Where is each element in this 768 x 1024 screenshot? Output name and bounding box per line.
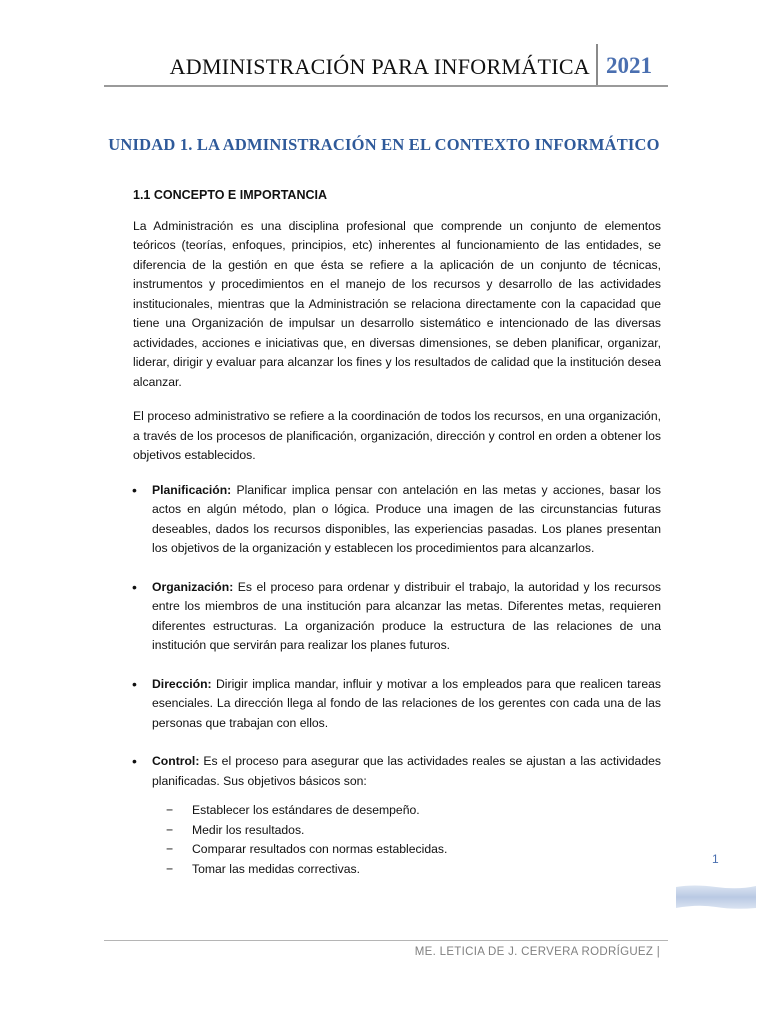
term-label: Planificación: [152,482,232,497]
dash-icon: − [166,842,174,856]
page-header [0,44,768,88]
term-label: Control: [152,754,200,768]
objective-text: Comparar resultados con normas establecidas. [192,842,448,856]
footer-rule [104,940,668,941]
section-heading: 1.1 CONCEPTO E IMPORTANCIA [133,188,328,202]
term-description: Dirigir implica mandar, influir y motivar a los empleados para que realicen tareas esenciales. La dirección llega al fondo de las relaciones de los gerentes con cada una de las personas que trabajan con ellos. [152,676,661,730]
list-item-control [133,752,661,879]
objective-text: Medir los resultados. [192,822,305,837]
paragraph: La Administración es una disciplina profesional que comprende un conjunto de elementos teóricos (teorías, enfoques, principios, etc) inherentes al funcionamiento de las entidades, se diferencia de la gestión en que ésta se refiere a la aplicación de un conjunto de técnicas, instrumentos y procedimientos en el manejo de los recursos y desarrollo de las actividades institucionales, mientras que la Administración se relaciona directamente con la capacidad que tiene una Organización de impulsar un desarrollo sistemático e intencionado de las diversas actividades, acciones e iniciativas que, en diversas dimensiones, se deben planificar, organizar, liderar, dirigir y evaluar para alcanzar los fines y los resultados de calidad que la institución desea alcanzar. [133,218,661,389]
bullet-icon: • [132,481,137,498]
header-rule [104,85,668,87]
page-tab-decoration [674,884,758,910]
paragraph: El proceso administrativo se refiere a la coordinación de todos los recursos, en una organización, a través de los procesos de planificación, organización, dirección y control en orden a obtener los objetivos establecidos. [133,409,661,462]
dash-icon: − [166,803,174,817]
unit-title: UNIDAD 1. LA ADMINISTRACIÓN EN EL CONTEXTO INFORMÁTICO [108,135,660,154]
footer-author: ME. LETICIA DE J. CERVERA RODRÍGUEZ | [414,946,660,958]
list-item [152,840,661,860]
list-item [152,801,661,821]
document-body [133,186,661,898]
bullet-icon: • [132,675,137,692]
objective-text: Tomar las medidas correctivas. [192,861,360,876]
term-label: Dirección: [152,676,212,691]
term-label: Organización: [152,579,234,594]
list-item-direccion [133,675,661,734]
process-stages-list [133,481,661,880]
term-description: Es el proceso para ordenar y distribuir el trabajo, la autoridad y los recursos entre los miembros de una institución para alcanzar las metas. Diferentes metas, requieren diferentes estructuras. La organización produce la estructura de las relaciones de una institución que servirán para realizar los planes futuros. [152,579,661,652]
list-item [152,860,661,880]
dash-icon: − [166,822,174,837]
bullet-icon: • [132,753,137,769]
header-year: 2021 [606,53,652,78]
control-objectives-list [152,801,661,879]
header-title: ADMINISTRACIÓN PARA INFORMÁTICA [169,54,590,79]
dash-icon: − [166,861,174,876]
term-description: Planificar implica pensar con antelación en las metas y acciones, basar los actos en algún método, plan o lógica. Produce una imagen de las circunstancias futuras deseables, dados los recursos disponibles, las experiencias pasadas. Los planes presentan los objetivos de la organización y establecen los procedimientos para alcanzarlos. [152,482,661,555]
page-number: 1 [712,852,719,866]
term-description: Es el proceso para asegurar que las actividades reales se ajustan a las actividades planificadas. Sus objetivos básicos son: [152,754,661,788]
list-item-organizacion [133,578,661,656]
objective-text: Establecer los estándares de desempeño. [192,803,420,817]
list-item [152,821,661,841]
list-item-planificacion [133,481,661,559]
bullet-icon: • [132,578,137,595]
header-divider [596,44,598,86]
